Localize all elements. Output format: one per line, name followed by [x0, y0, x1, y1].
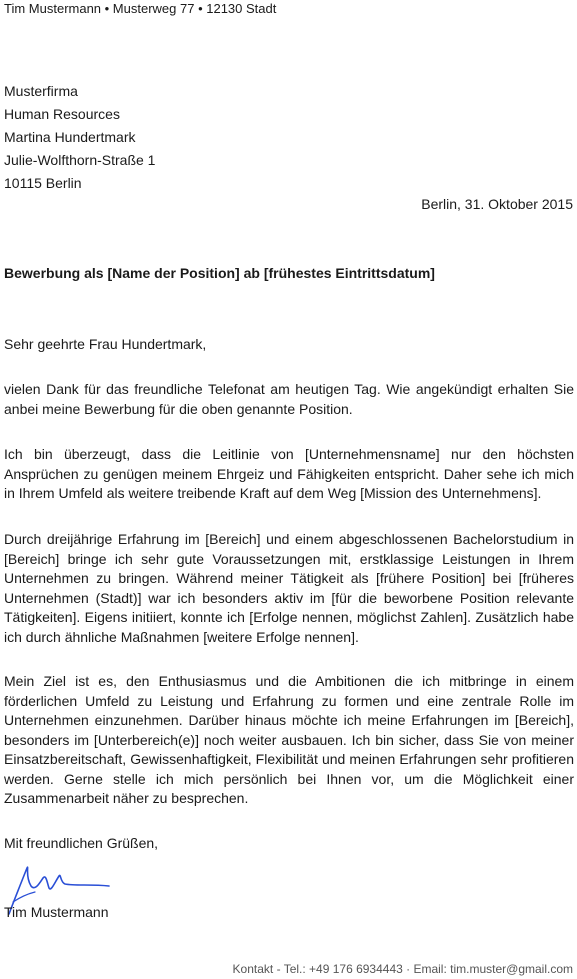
contact-footer: Kontakt - Tel.: +49 176 6934443 · Email: tim.muster@gmail.com: [232, 962, 573, 976]
body-paragraph-3: Durch dreijährige Erfahrung im [Bereich] und einem abgeschlossenen Bachelorstudium in [Bereich] bringe ich sehr gute Voraussetzungen mit, erstklassige Leistungen in Ihrem Unternehmen zu bringen. Während meiner Tätigkeit als [frühere Position] bei [früheres Unternehmen (Stadt)] war ich besonders aktiv im [für die beworbene Position relevante Tätigkeiten]. Eigens initiiert, konnte ich [Erfolge nennen, möglichst Zahlen]. Zusätzlich habe ich durch ähnliche Maßnahmen [weitere Erfolge nennen].: [4, 531, 574, 645]
body-paragraph-2: Ich bin überzeugt, dass die Leitlinie von [Unternehmensname] nur den höchsten Ansprüchen zu genügen meinem Ehrgeiz und Fähigkeiten entspricht. Daher sehe ich mich in Ihrem Umfeld als weitere treibende Kraft auf dem Weg [Mission des Unternehmens].: [4, 446, 574, 501]
sender-line: Tim Mustermann • Musterweg 77 • 12130 Stadt: [4, 1, 277, 16]
sender-name: Tim Mustermann: [4, 904, 109, 920]
recipient-department: Human Resources: [4, 106, 120, 122]
letter-subject: Bewerbung als [Name der Position] ab [frühestes Eintrittsdatum]: [4, 265, 435, 281]
recipient-person: Martina Hundertmark: [4, 129, 136, 145]
recipient-address: [4, 80, 155, 195]
body-paragraph-4: Mein Ziel ist es, den Enthusiasmus und die Ambitionen die ich mitbringe in einem förderlichen Umfeld zu Leistung und Erfahrung zu formen und eine zentrale Rolle im Unternehmen einzunehmen. Darüber hinaus möchte ich meine Erfahrungen im [Bereich], besonders im [Unterbereich(e)] noch weiter ausbauen. Ich bin sicher, dass Sie von meiner Einsatzbereitschaft, Gewissenhaftigkeit, Flexibilität und meinen Erfahrungen sehr profitieren werden. Gerne stelle ich mich persönlich bei Ihnen vor, um die Möglichkeit einer Zusammenarbeit näher zu besprechen.: [4, 673, 574, 806]
letter-date: Berlin, 31. Oktober 2015: [421, 196, 573, 212]
recipient-city: 10115 Berlin: [4, 175, 82, 191]
recipient-company: Musterfirma: [4, 83, 78, 99]
closing-phrase: Mit freundlichen Grüßen,: [4, 835, 159, 851]
recipient-street: Julie-Wolfthorn-Straße 1: [4, 152, 156, 168]
body-paragraph-1: vielen Dank für das freundliche Telefonat am heutigen Tag. Wie angekündigt erhalten Sie anbei meine Bewerbung für die oben genannte Position.: [4, 381, 574, 417]
salutation: Sehr geehrte Frau Hundertmark,: [4, 336, 207, 352]
